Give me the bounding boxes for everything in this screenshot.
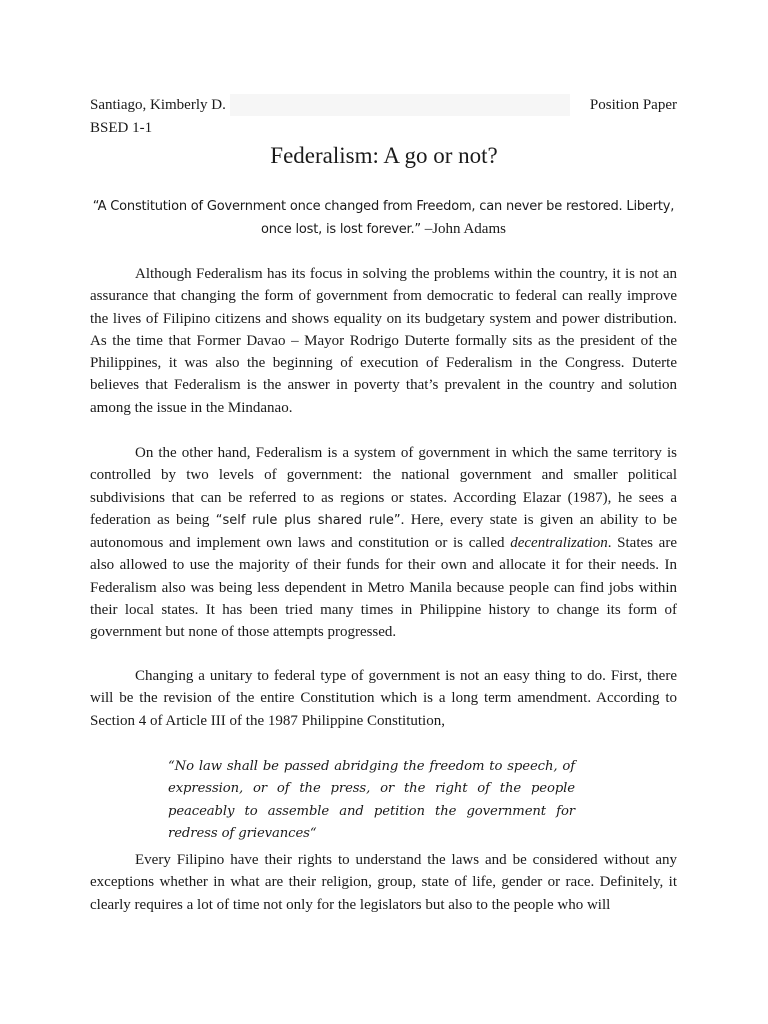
paragraph-2: [90, 442, 677, 644]
paper-title: Federalism: A go or not?: [270, 143, 498, 168]
epigraph-attribution: –John Adams: [420, 221, 506, 237]
epigraph-quote: “A Constitution of Government once changed from Freedom, can never be restored. Liberty, once lost, is lost forever.”: [92, 199, 675, 237]
paragraph-2-part-a: On the other hand, Federalism is a system of government in which the same territory is controlled by two levels of government: the national government and smaller political subdivisions that can be referred to as regions or states. According Elazar (1987), he sees a federation as being: [90, 445, 677, 528]
epigraph: [90, 195, 677, 241]
author-name: Santiago, Kimberly D.: [90, 96, 226, 113]
paragraph-2-part-c: . States are also allowed to use the majority of their funds for their own and allocate it for their needs. In Federalism also was being less dependent in Metro Manila because people can find jobs within their local states. It has been tried many times in Philippine history to change its form of government but none of those attempts progressed.: [90, 535, 677, 641]
paragraph-4: Every Filipino have their rights to understand the laws and be considered without any exceptions whether in what are their religion, group, state of life, gender or race. Definitely, it clearly requires a lot of time not only for the legislators but also to the people who will: [90, 852, 677, 913]
paragraph-1: Although Federalism has its focus in solving the problems within the country, it is not an assurance that changing the form of government from democratic to federal can really improve the lives of Filipino citizens and shows equality on its budgetary system and power distribution. As the time that Former Davao – Mayor Rodrigo Duterte formally sits as the president of the Philippines, it was also the beginning of execution of Federalism in the Congress. Duterte believes that Federalism is the answer in poverty that’s prevalent in the country and solution among the issue in the Mindanao.: [90, 266, 677, 416]
constitution-quote: “No law shall be passed abridging the freedom to speech, of expression, or of the press, or the right of the people peaceably to assemble and petition the government for redress of grievances“: [168, 759, 575, 841]
course-section: BSED 1-1: [90, 120, 153, 136]
paragraph-2-part-b: . Here, every state is given an ability to be autonomous and implement own laws and constitution or is called: [90, 511, 677, 552]
elazar-quote: “self rule plus shared rule”: [215, 512, 401, 528]
decentralization-term: decentralization: [510, 535, 608, 552]
document-type: Position Paper: [589, 96, 677, 113]
header-line: [90, 94, 677, 116]
paragraph-3: Changing a unitary to federal type of government is not an easy thing to do. First, there will be the revision of the entire Constitution which is a long term amendment. According to Section 4 of Article III of the 1987 Philippine Constitution,: [90, 668, 677, 729]
